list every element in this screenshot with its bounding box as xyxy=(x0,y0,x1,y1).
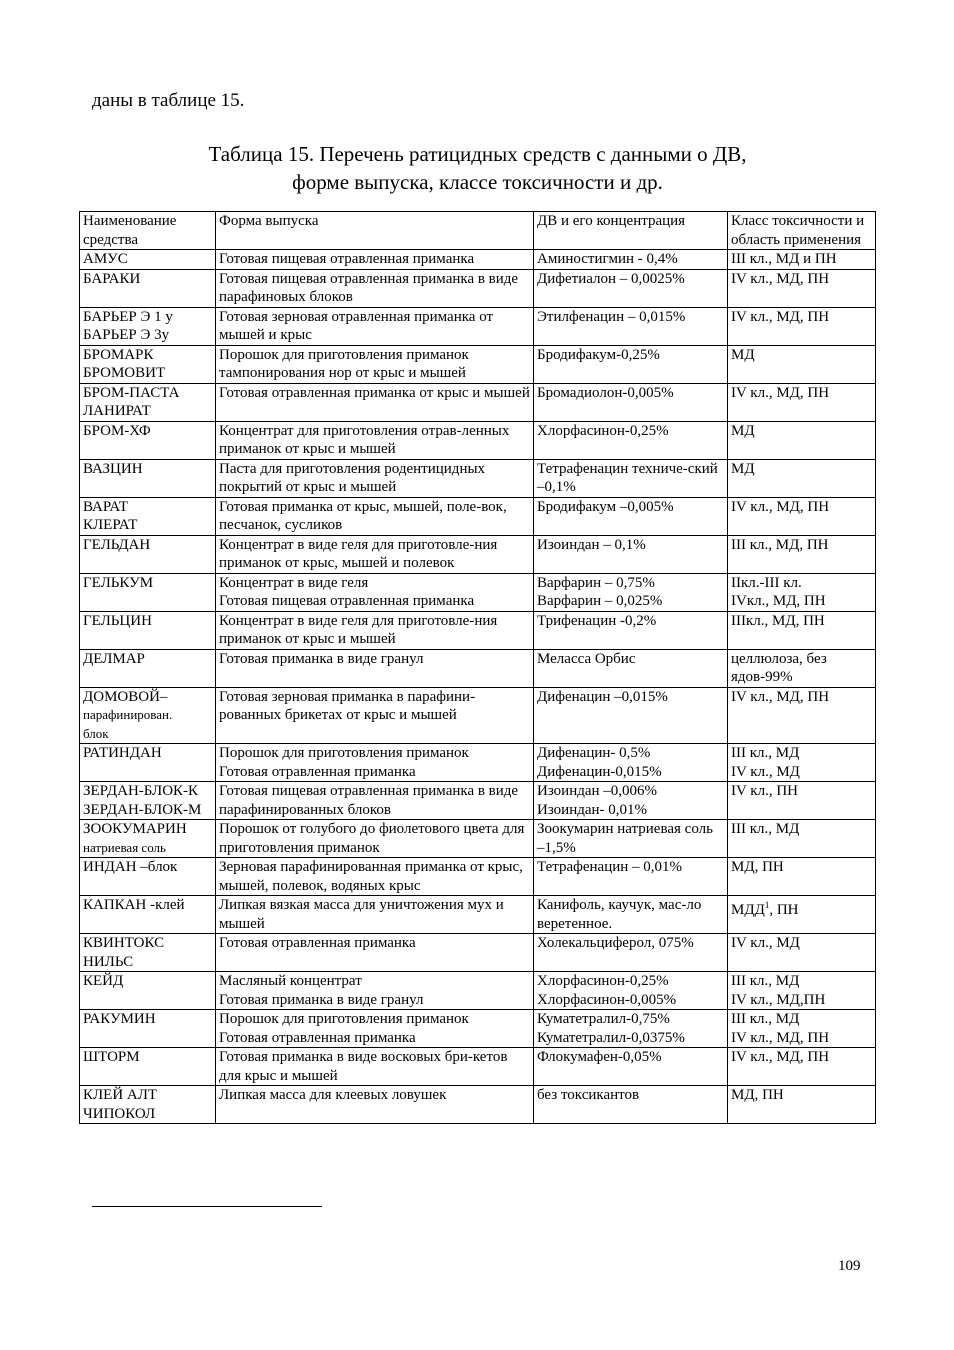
cell-form xyxy=(216,269,534,307)
cell-line: Паста для приготовления родентицидных покрытий от крыс и мышей xyxy=(219,460,486,495)
cell-class xyxy=(728,820,876,858)
cell-line: Трифенацин -0,2% xyxy=(537,612,657,629)
cell-class xyxy=(728,782,876,820)
cell-line: III кл., МД xyxy=(731,973,800,989)
cell-class xyxy=(728,250,876,270)
cell-form xyxy=(216,250,534,270)
cell-name xyxy=(80,307,216,345)
cell-form xyxy=(216,934,534,972)
cell-form xyxy=(216,896,534,934)
cell-line: III кл., МД xyxy=(731,1011,800,1027)
cell-form xyxy=(216,497,534,535)
cell-line: ГЕЛЬДАН xyxy=(83,536,151,553)
cell-dv xyxy=(534,250,728,270)
cell-dv xyxy=(534,934,728,972)
cell-line: ЗООКУМАРИН xyxy=(83,821,187,837)
cell-name xyxy=(80,459,216,497)
cell-form xyxy=(216,820,534,858)
table-row xyxy=(80,497,876,535)
cell-line: Хлорфасинон-0,005% xyxy=(537,991,677,1008)
cell-class xyxy=(728,858,876,896)
table-row xyxy=(80,611,876,649)
cell-class xyxy=(728,421,876,459)
cell-line: IV кл., МД, ПН xyxy=(731,1049,830,1065)
cell-line: III кл., МД, ПН xyxy=(731,536,829,553)
cell-line: Готовая приманка от крыс, мышей, поле-вок, песчанок, сусликов xyxy=(219,498,507,533)
table-row xyxy=(80,573,876,611)
cell-dv xyxy=(534,1010,728,1048)
cell-name xyxy=(80,497,216,535)
cell-line: Порошок для приготовления приманок xyxy=(219,1011,469,1027)
cell-line-small: парафинирован. xyxy=(83,707,173,722)
footnote-marker: 1 xyxy=(764,900,770,910)
cell-form xyxy=(216,307,534,345)
cell-line: Готовая отравленная приманка от крыс и мышей xyxy=(219,384,530,401)
cell-line: КЛЕЙ АЛТ xyxy=(83,1087,158,1103)
cell-line: Липкая вязкая масса для уничтожения мух и мышей xyxy=(219,897,504,932)
cell-name xyxy=(80,250,216,270)
table-row xyxy=(80,1010,876,1048)
cell-dv xyxy=(534,307,728,345)
cell-line: МД xyxy=(731,460,755,477)
intro-text: даны в таблице 15. xyxy=(92,90,245,111)
cell-dv xyxy=(534,649,728,687)
table-row xyxy=(80,972,876,1010)
cell-line: III кл., МД xyxy=(731,821,800,837)
cell-line: Дифетиалон – 0,0025% xyxy=(537,270,685,287)
cell-name xyxy=(80,345,216,383)
cell-line: Готовая отравленная приманка xyxy=(219,763,416,780)
cell-line: РАТИНДАН xyxy=(83,745,162,761)
cell-line: Готовая пищевая отравленная приманка xyxy=(219,593,475,609)
cell-form xyxy=(216,744,534,782)
cell-line: ЗЕРДАН-БЛОК-К xyxy=(83,783,199,799)
cell-name xyxy=(80,1048,216,1086)
cell-class xyxy=(728,611,876,649)
table-row xyxy=(80,250,876,270)
cell-line: Концентрат в виде геля xyxy=(219,574,369,591)
cell-dv xyxy=(534,573,728,611)
cell-name xyxy=(80,820,216,858)
caption-line-1: Таблица 15. Перечень ратицидных средств с данными о ДВ, xyxy=(208,142,747,166)
cell-form xyxy=(216,421,534,459)
cell-line: Хлорфасинон-0,25% xyxy=(537,973,669,989)
caption-line-2: форме выпуска, классе токсичности и др. xyxy=(292,170,663,194)
cell-line: Концентрат в виде геля для приготовле-ния приманок от крыс, мышей и полевок xyxy=(219,536,498,571)
cell-name xyxy=(80,1010,216,1048)
cell-name xyxy=(80,858,216,896)
cell-line: IV кл., МД, ПН xyxy=(731,1029,830,1046)
cell-line: ДОМОВОЙ– xyxy=(83,688,168,705)
cell-line: БАРЬЕР Э 3у xyxy=(83,327,170,343)
cell-line: IV кл., МД, ПН xyxy=(731,498,830,515)
cell-line: Меласса Орбис xyxy=(537,650,636,667)
cell-line: целлюлоза, без ядов-99% xyxy=(731,650,827,685)
cell-line: без токсикантов xyxy=(537,1087,640,1103)
cell-line: ДЕЛМАР xyxy=(83,650,145,667)
cell-line: КЛЕРАТ xyxy=(83,517,138,533)
cell-class xyxy=(728,573,876,611)
table-row xyxy=(80,858,876,896)
cell-form xyxy=(216,972,534,1010)
cell-form xyxy=(216,1086,534,1124)
cell-line: БРОМАРК xyxy=(83,346,154,363)
table-header-row xyxy=(80,212,876,250)
cell-line: IV кл., МД, ПН xyxy=(731,308,830,325)
cell-line: Варфарин – 0,75% xyxy=(537,574,655,591)
cell-line: Изоиндан –0,006% xyxy=(537,783,658,799)
cell-line: КВИНТОКС xyxy=(83,935,165,951)
cell-line: Изоиндан- 0,01% xyxy=(537,801,648,818)
cell-line: Флокумафен-0,05% xyxy=(537,1049,662,1065)
cell-name xyxy=(80,611,216,649)
cell-dv xyxy=(534,497,728,535)
cell-line: Канифоль, каучук, мас-ло веретенное. xyxy=(537,897,702,932)
cell-line: Тетрафенацин техниче-ский –0,1% xyxy=(537,460,718,495)
cell-line: БРОМОВИТ xyxy=(83,365,166,381)
cell-dv xyxy=(534,421,728,459)
cell-line: Порошок для приготовления приманок xyxy=(219,745,469,761)
cell-line: Зоокумарин натриевая соль –1,5% xyxy=(537,821,713,856)
cell-line: РАКУМИН xyxy=(83,1011,156,1027)
cell-name xyxy=(80,687,216,744)
cell-name xyxy=(80,934,216,972)
cell-form xyxy=(216,649,534,687)
cell-class xyxy=(728,497,876,535)
cell-line: БРОМ-ХФ xyxy=(83,422,151,439)
cell-line: МД, ПН xyxy=(731,859,784,875)
cell-class xyxy=(728,744,876,782)
cell-line: ЧИПОКОЛ xyxy=(83,1105,156,1122)
header-name: Наименование средства xyxy=(80,212,216,250)
cell-class xyxy=(728,1086,876,1124)
cell-line: АМУС xyxy=(83,251,128,267)
cell-class xyxy=(728,896,876,934)
cell-name xyxy=(80,649,216,687)
cell-text: , ПН xyxy=(769,902,799,918)
cell-line: Готовая пищевая отравленная приманка в виде парафиновых блоков xyxy=(219,270,519,305)
table-row xyxy=(80,535,876,573)
cell-line: IV кл., МД, ПН xyxy=(731,688,830,705)
cell-line: БАРЬЕР Э 1 у xyxy=(83,308,173,325)
cell-line-small: блок xyxy=(83,725,109,741)
cell-line: НИЛЬС xyxy=(83,953,134,970)
cell-line: МД, ПН xyxy=(731,1087,784,1103)
cell-form xyxy=(216,611,534,649)
table-row xyxy=(80,383,876,421)
cell-line: Концентрат в виде геля для приготовле-ния приманок от крыс и мышей xyxy=(219,612,498,647)
cell-dv xyxy=(534,535,728,573)
table-row xyxy=(80,1086,876,1124)
table-row xyxy=(80,934,876,972)
table-caption xyxy=(80,140,875,196)
cell-form xyxy=(216,858,534,896)
cell-line: ЛАНИРАТ xyxy=(83,403,151,419)
cell-name xyxy=(80,269,216,307)
cell-line: Зерновая парафинированная приманка от крыс, мышей, полевок, водяных крыс xyxy=(219,859,523,894)
cell-class xyxy=(728,972,876,1010)
footnote-divider xyxy=(92,1206,322,1207)
header-form: Форма выпуска xyxy=(216,212,534,250)
cell-line: Готовая зерновая отравленная приманка от мышей и крыс xyxy=(219,308,494,343)
cell-line: Аминостигмин - 0,4% xyxy=(537,251,678,267)
cell-line: Готовая пищевая отравленная приманка в виде парафинированных блоков xyxy=(219,783,519,818)
table-row xyxy=(80,421,876,459)
cell-form xyxy=(216,459,534,497)
cell-line: Липкая масса для клеевых ловушек xyxy=(219,1087,447,1103)
cell-text: МДД xyxy=(731,902,765,918)
header-dv: ДВ и его концентрация xyxy=(534,212,728,250)
table-row xyxy=(80,269,876,307)
cell-dv xyxy=(534,383,728,421)
cell-class xyxy=(728,269,876,307)
cell-line: Куматетралил-0,0375% xyxy=(537,1029,685,1046)
cell-line: Холекальциферол, 075% xyxy=(537,935,694,951)
cell-line: ГЕЛЬКУМ xyxy=(83,574,154,591)
cell-class xyxy=(728,383,876,421)
cell-name xyxy=(80,782,216,820)
cell-line: МД xyxy=(731,422,755,439)
cell-class xyxy=(728,1010,876,1048)
cell-line: IV кл., МД, ПН xyxy=(731,384,830,401)
cell-line: Порошок от голубого до фиолетового цвета для приготовления приманок xyxy=(219,821,525,856)
cell-line: Изоиндан – 0,1% xyxy=(537,536,646,553)
cell-line: БРОМ-ПАСТА xyxy=(83,384,180,401)
cell-line: ИНДАН –блок xyxy=(83,859,178,875)
cell-line: ЗЕРДАН-БЛОК-М xyxy=(83,801,202,818)
cell-name xyxy=(80,383,216,421)
cell-dv xyxy=(534,858,728,896)
cell-dv xyxy=(534,345,728,383)
cell-form xyxy=(216,383,534,421)
table-row xyxy=(80,1048,876,1086)
cell-class xyxy=(728,687,876,744)
cell-line: Дифенацин- 0,5% xyxy=(537,745,651,761)
cell-line: IV кл., МД,ПН xyxy=(731,991,826,1008)
table-row xyxy=(80,649,876,687)
table-row xyxy=(80,782,876,820)
cell-line: IV кл., МД xyxy=(731,763,800,780)
cell-dv xyxy=(534,782,728,820)
cell-dv xyxy=(534,687,728,744)
table-row xyxy=(80,307,876,345)
cell-line: КАПКАН -клей xyxy=(83,897,185,913)
cell-name xyxy=(80,972,216,1010)
cell-dv xyxy=(534,611,728,649)
cell-line: Тетрафенацин – 0,01% xyxy=(537,859,683,875)
cell-line: III кл., МД xyxy=(731,745,800,761)
cell-name xyxy=(80,744,216,782)
table-row xyxy=(80,687,876,744)
cell-line: Масляный концентрат xyxy=(219,973,362,989)
cell-dv xyxy=(534,820,728,858)
cell-line: IIкл.-III кл. xyxy=(731,574,802,591)
table-row xyxy=(80,345,876,383)
cell-line: IVкл., МД, ПН xyxy=(731,593,826,609)
cell-name xyxy=(80,1086,216,1124)
cell-line: Этилфенацин – 0,015% xyxy=(537,308,686,325)
cell-name xyxy=(80,896,216,934)
cell-line: IV кл., ПН xyxy=(731,783,798,799)
cell-dv xyxy=(534,269,728,307)
cell-dv xyxy=(534,744,728,782)
cell-line: Готовая приманка в виде восковых бри-кетов для крыс и мышей xyxy=(219,1049,508,1084)
cell-line: Готовая пищевая отравленная приманка xyxy=(219,251,475,267)
cell-line: Дифенацин-0,015% xyxy=(537,763,662,780)
table-row xyxy=(80,896,876,934)
cell-form xyxy=(216,573,534,611)
cell-line: ГЕЛЬЦИН xyxy=(83,612,152,629)
cell-line: Готовая приманка в виде гранул xyxy=(219,991,424,1008)
cell-line: Дифенацин –0,015% xyxy=(537,688,668,705)
cell-dv xyxy=(534,896,728,934)
table-row xyxy=(80,820,876,858)
cell-form xyxy=(216,535,534,573)
cell-dv xyxy=(534,1086,728,1124)
cell-line: IV кл., МД, ПН xyxy=(731,270,830,287)
cell-line: Порошок для приготовления приманок тампонирования нор от крыс и мышей xyxy=(219,346,469,381)
cell-line: Бродифакум-0,25% xyxy=(537,346,660,363)
cell-class xyxy=(728,1048,876,1086)
cell-line: БАРАКИ xyxy=(83,270,141,287)
cell-name xyxy=(80,573,216,611)
cell-line: ВАЗЦИН xyxy=(83,460,143,477)
cell-form xyxy=(216,1010,534,1048)
cell-form xyxy=(216,687,534,744)
cell-class xyxy=(728,649,876,687)
cell-line: Готовая отравленная приманка xyxy=(219,1029,416,1046)
cell-line: Бродифакум –0,005% xyxy=(537,498,674,515)
cell-line: ШТОРМ xyxy=(83,1049,140,1065)
cell-form xyxy=(216,345,534,383)
cell-form xyxy=(216,1048,534,1086)
cell-name xyxy=(80,535,216,573)
cell-line: Готовая зерновая приманка в парафини-рованных брикетах от крыс и мышей xyxy=(219,688,476,723)
cell-dv xyxy=(534,1048,728,1086)
cell-class xyxy=(728,459,876,497)
cell-dv xyxy=(534,459,728,497)
table-body xyxy=(80,250,876,1124)
cell-line: Бромадиолон-0,005% xyxy=(537,384,674,401)
cell-line: Готовая отравленная приманка xyxy=(219,935,416,951)
cell-line: МД xyxy=(731,346,755,363)
cell-name xyxy=(80,421,216,459)
cell-class xyxy=(728,934,876,972)
cell-line: Концентрат для приготовления отрав-ленных приманок от крыс и мышей xyxy=(219,422,510,457)
table-row xyxy=(80,459,876,497)
cell-line: ВАРАТ xyxy=(83,498,128,515)
header-class: Класс токсичности и область применения xyxy=(728,212,876,250)
cell-line: III кл., МД и ПН xyxy=(731,251,837,267)
cell-line: IV кл., МД xyxy=(731,935,800,951)
cell-line: Куматетралил-0,75% xyxy=(537,1011,670,1027)
cell-class xyxy=(728,345,876,383)
cell-line-small: натриевая соль xyxy=(83,839,166,855)
cell-line: IIIкл., МД, ПН xyxy=(731,612,825,629)
cell-class xyxy=(728,307,876,345)
cell-dv xyxy=(534,972,728,1010)
page-number: 109 xyxy=(838,1258,861,1274)
cell-line: КЕЙД xyxy=(83,973,124,989)
cell-class xyxy=(728,535,876,573)
cell-line: Готовая приманка в виде гранул xyxy=(219,650,424,667)
cell-line: Хлорфасинон-0,25% xyxy=(537,422,669,439)
raticide-table xyxy=(79,211,876,1124)
cell-line: Варфарин – 0,025% xyxy=(537,593,663,609)
table-row xyxy=(80,744,876,782)
cell-form xyxy=(216,782,534,820)
